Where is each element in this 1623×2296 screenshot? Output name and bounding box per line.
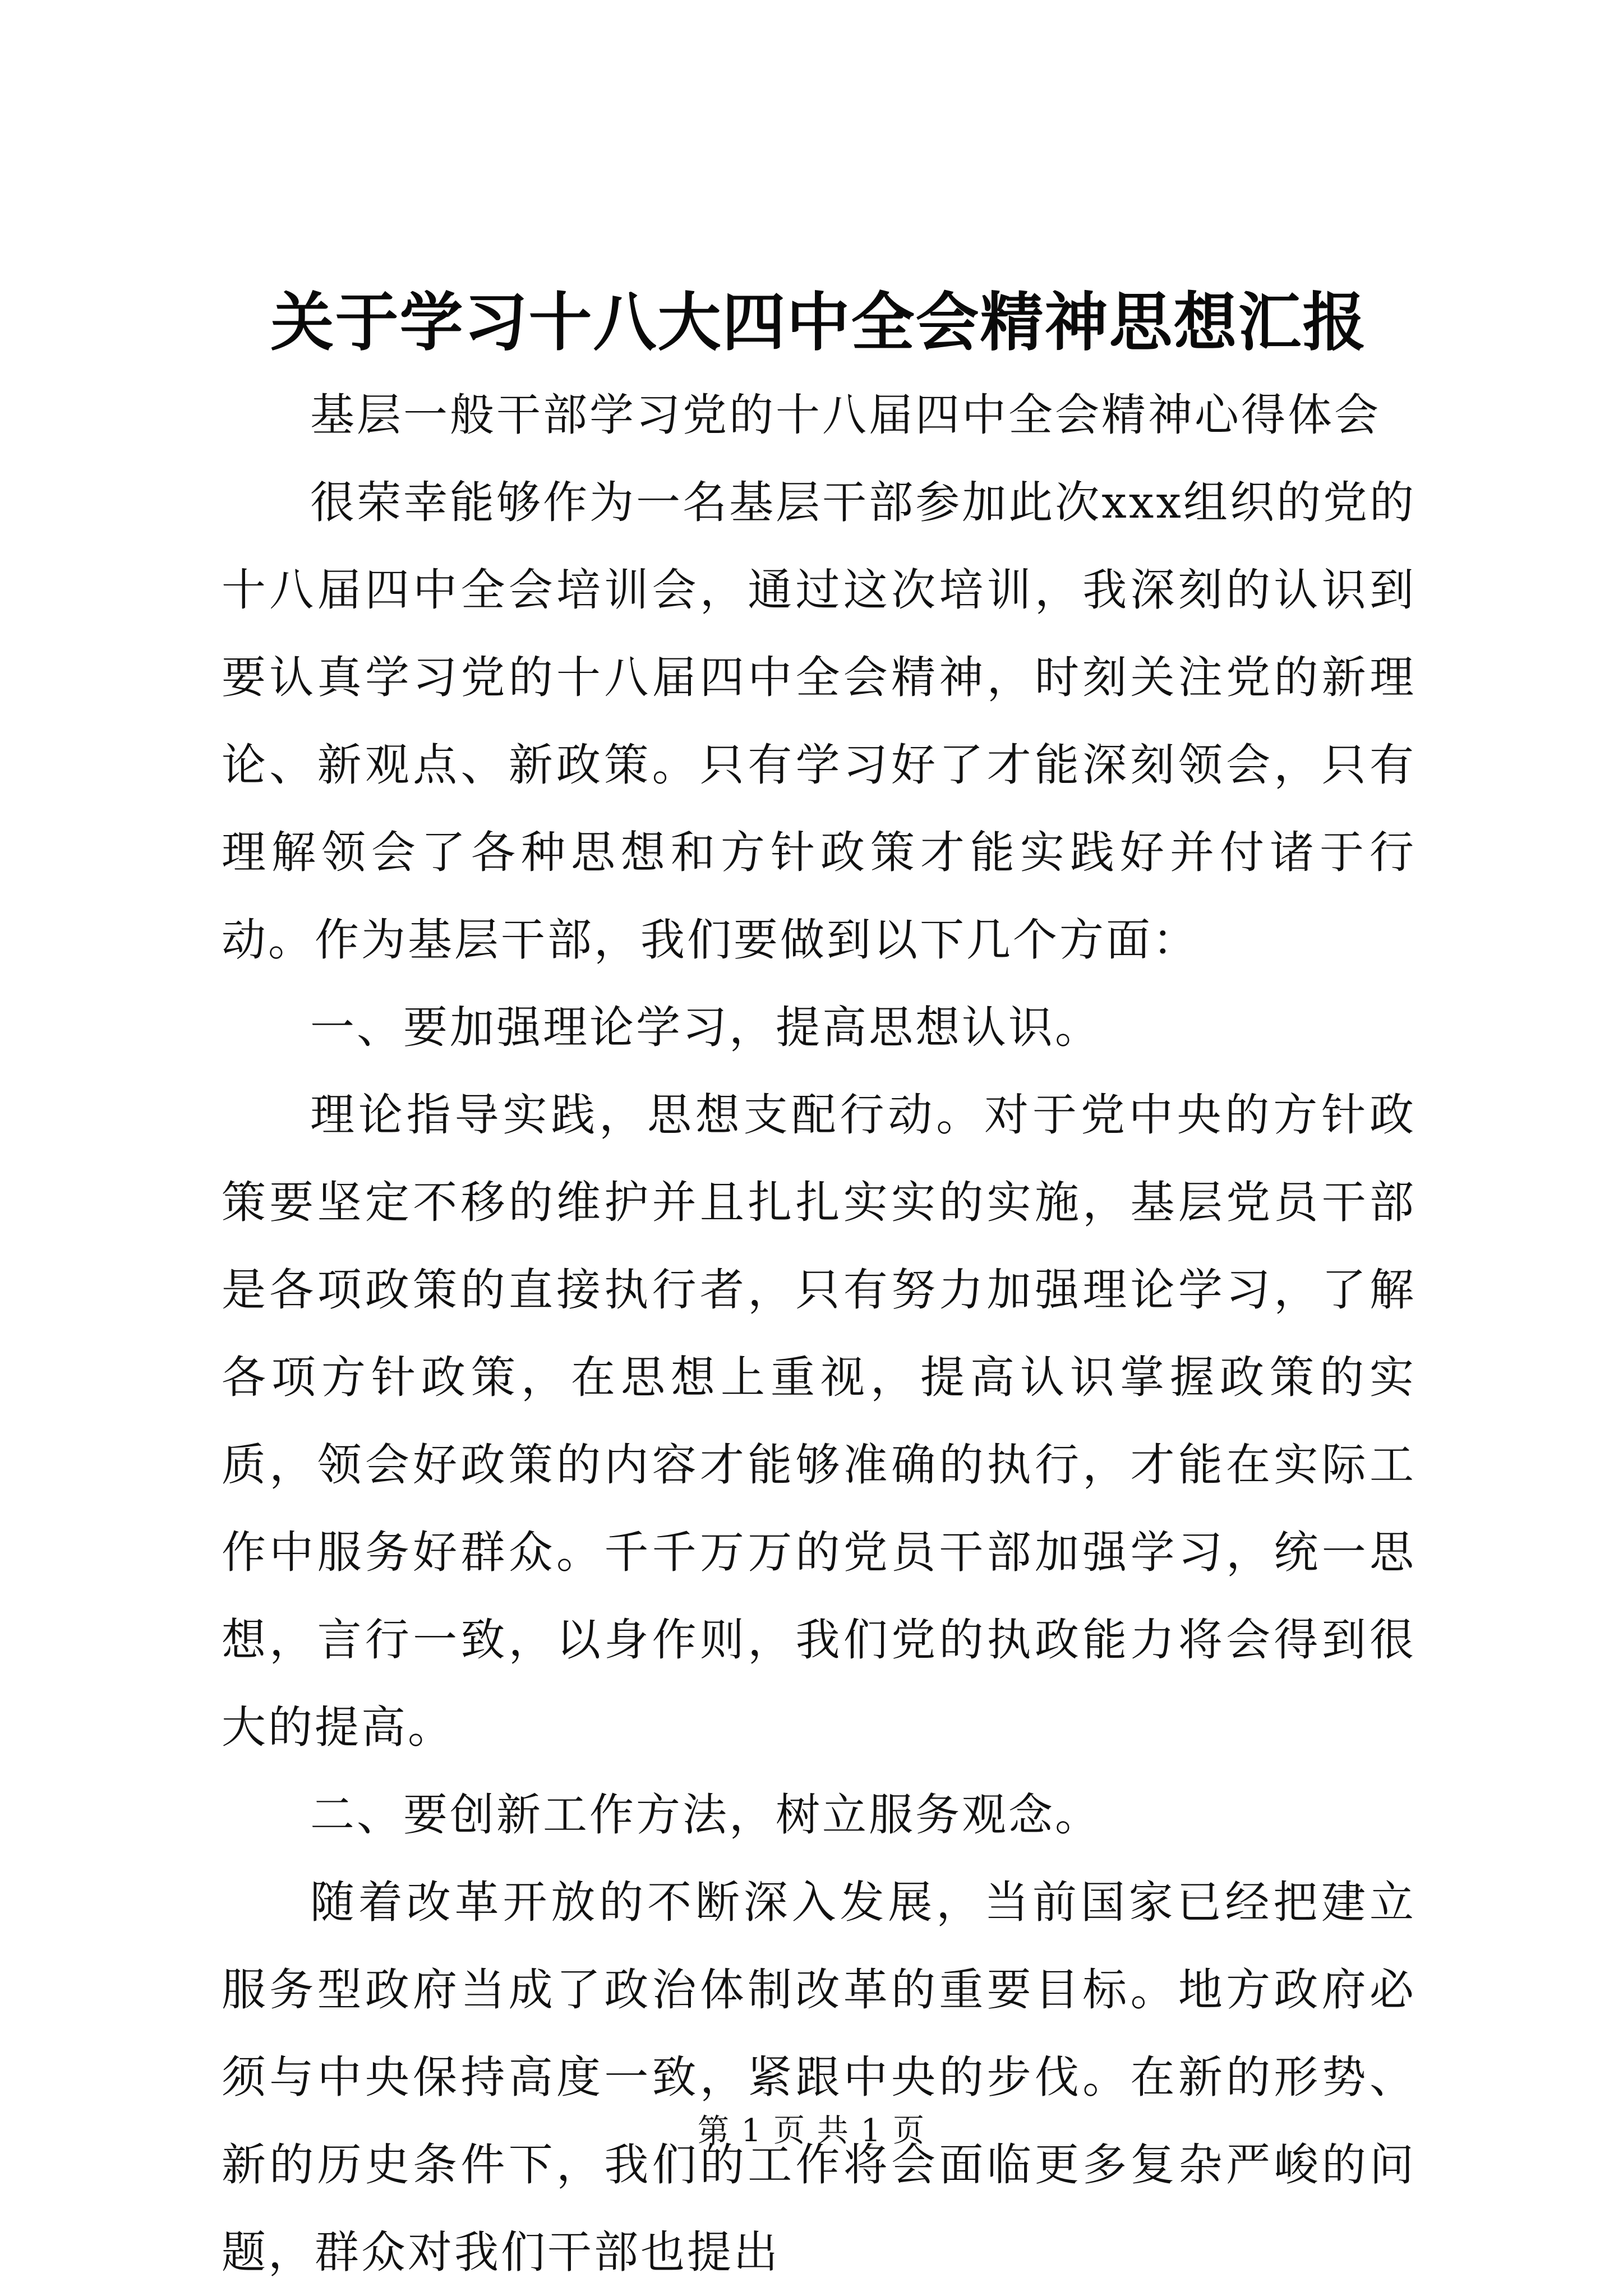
document-subtitle: 基层一般干部学习党的十八届四中全会精神心得体会 — [310, 389, 1381, 441]
section-heading-1: 一、要加强理论学习，提高思想认识。 — [310, 1002, 1101, 1053]
section-heading-2: 二、要创新工作方法，树立服务观念。 — [310, 1789, 1101, 1841]
document-title: 关于学习十八大四中全会精神思想汇报 — [270, 285, 1367, 359]
paragraph-intro: 很荣幸能够作为一名基层干部参加此次xxx组织的党的十八届四中全会培训会，通过这次培训，我深刻的认识到要认真学习党的十八届四中全会精神，时刻关注党的新理论、新观点、新政策。只有学习好了才能深刻领会，只有理解领会了各种思想和方针政策才能实践好并付诸于行动。作为基层干部，我们要做到以下几个方面： — [222, 477, 1416, 966]
paragraph-section-1: 理论指导实践，思想支配行动。对于党中央的方针政策要坚定不移的维护并且扎扎实实的实施，基层党员干部是各项政策的直接执行者，只有努力加强理论学习，了解各项方针政策，在思想上重视，提高认识掌握政策的实质，领会好政策的内容才能够准确的执行，才能在实际工作中服务好群众。千千万万的党员干部加强学习，统一思想，言行一致，以身作则，我们党的执政能力将会得到很大的提高。 — [222, 1089, 1416, 1753]
page-number-footer: 第 1 页 共 1 页 — [697, 2113, 926, 2149]
document-body — [222, 280, 1416, 2296]
paragraph-section-2: 随着改革开放的不断深入发展，当前国家已经把建立服务型政府当成了政治体制改革的重要目标。地方政府必须与中央保持高度一致，紧跟中央的步伐。在新的形势、新的历史条件下，我们的工作将会面临更多复杂严峻的问题，群众对我们干部也提出 — [222, 1877, 1416, 2278]
